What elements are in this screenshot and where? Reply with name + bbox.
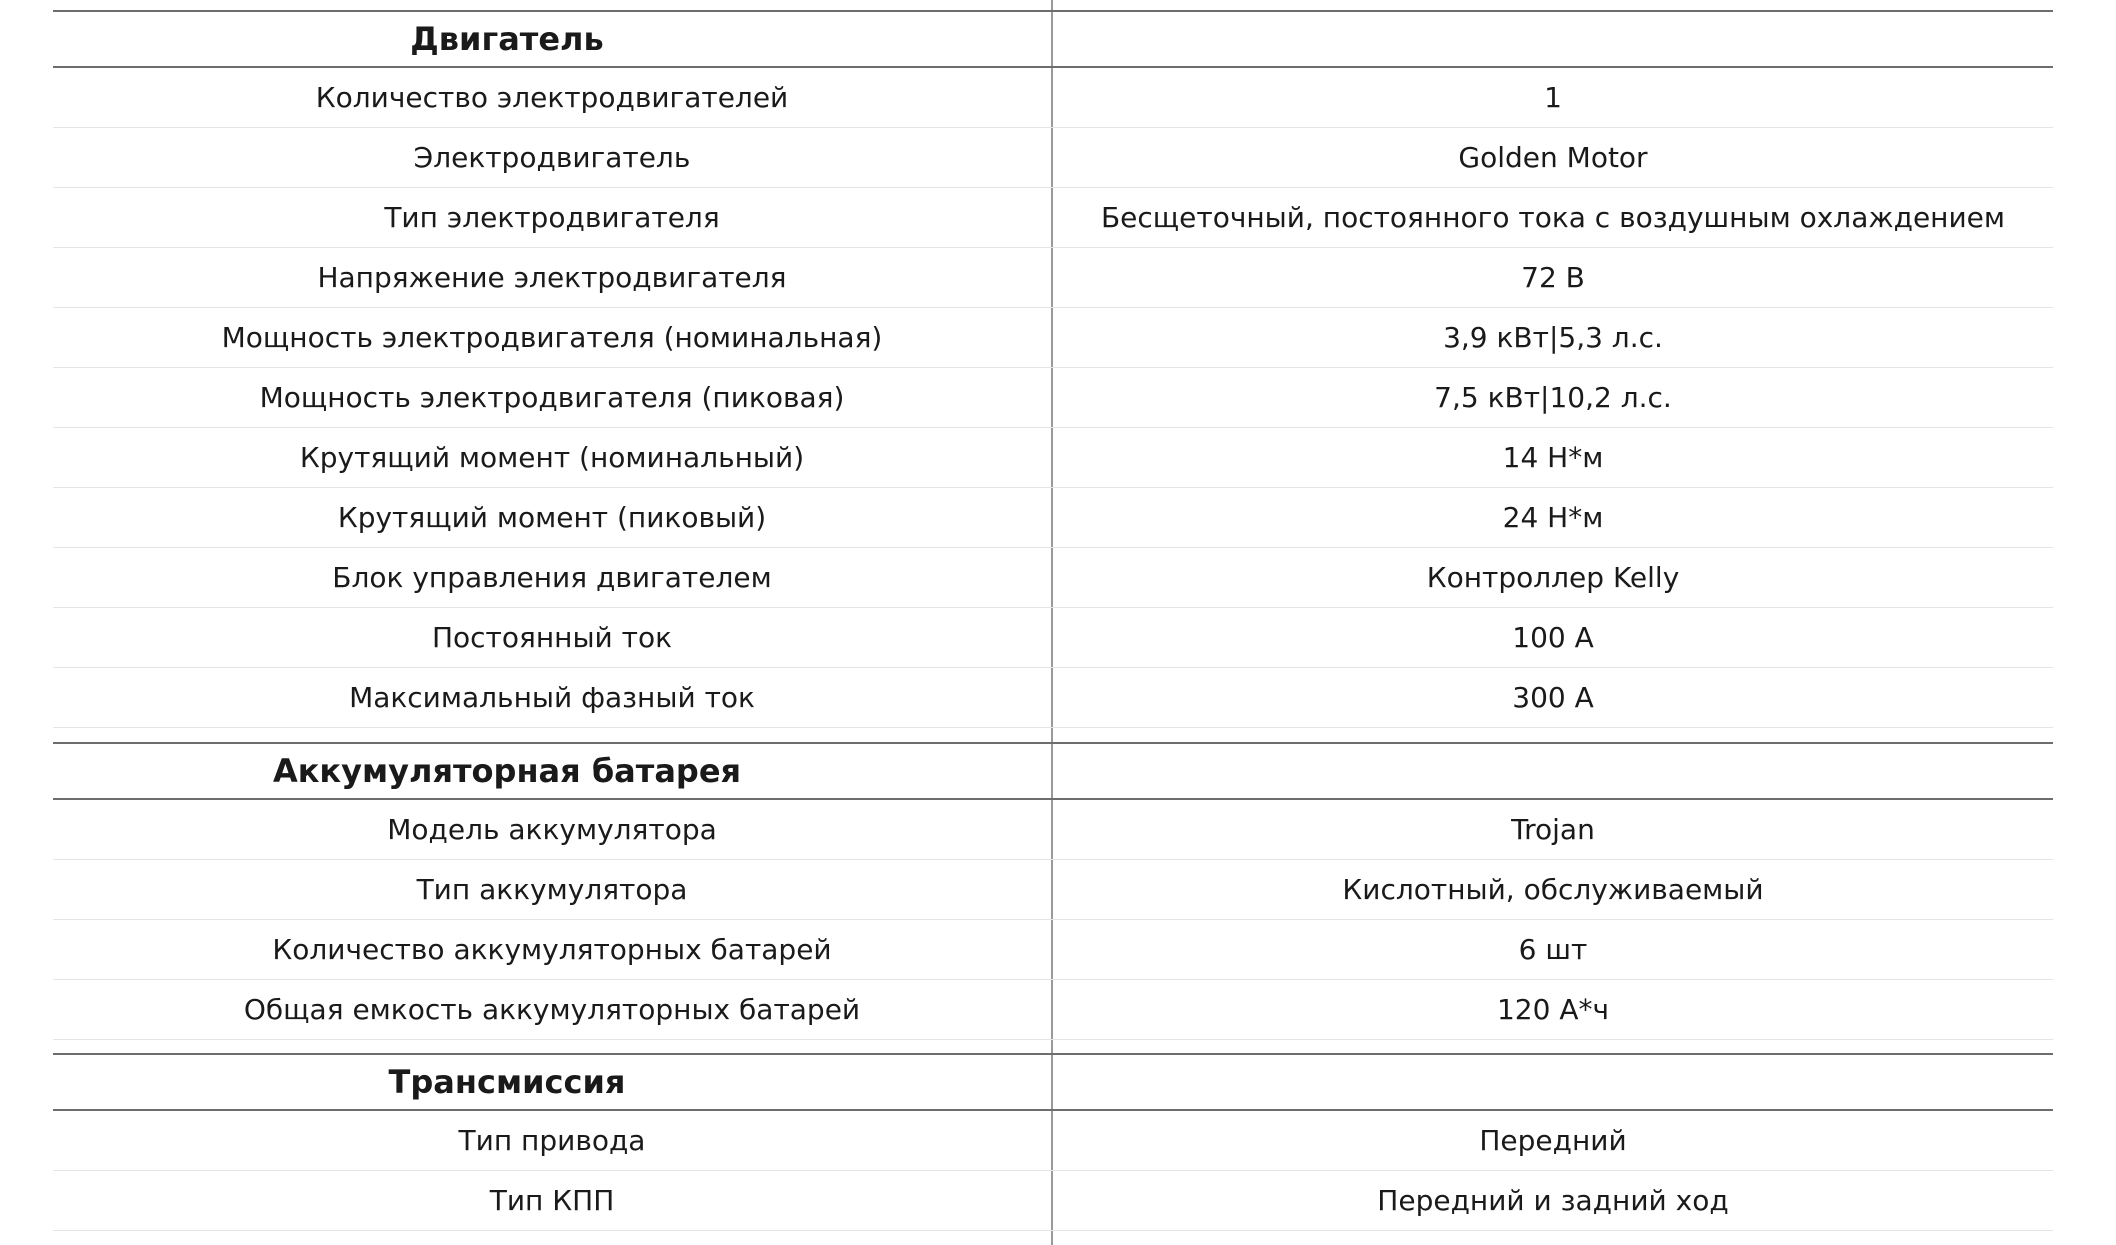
table-row [53, 368, 2053, 428]
spec-label: Напряжение электродвигателя [53, 248, 1053, 307]
spec-value: 120 А*ч [1496, 992, 1610, 1026]
spec-label: Модель аккумулятора [53, 800, 1053, 859]
table-row [53, 668, 2053, 728]
table-row [53, 68, 2053, 128]
spec-label: Крутящий момент (номинальный) [53, 428, 1053, 487]
table-row [53, 800, 2053, 860]
section-header-empty [1053, 1055, 2053, 1109]
section-title-cell [53, 12, 1053, 66]
spec-label: Мощность электродвигателя (пиковая) [53, 368, 1053, 427]
spec-label: Количество аккумуляторных батарей [53, 920, 1053, 979]
spec-label: Тип привода [53, 1111, 1053, 1170]
spec-value: 6 шт [1518, 932, 1588, 966]
spec-label: Тип аккумулятора [53, 860, 1053, 919]
spec-value: Контроллер Kelly [1426, 560, 1680, 594]
table-row [53, 488, 2053, 548]
spec-value: 1 [1544, 80, 1562, 114]
table-row [53, 428, 2053, 488]
table-row [53, 188, 2053, 248]
spec-value: 100 А [1512, 620, 1594, 654]
spec-value: 14 Н*м [1502, 440, 1604, 474]
top-stub [53, 0, 2053, 10]
spec-value: 24 Н*м [1502, 500, 1604, 534]
spec-label: Блок управления двигателем [53, 548, 1053, 607]
section-title: Двигатель [410, 20, 604, 58]
section-spacer [53, 1040, 2053, 1054]
column-divider [1051, 0, 1053, 10]
table-row [53, 860, 2053, 920]
spec-value: 7,5 кВт|10,2 л.с. [1434, 380, 1672, 414]
spec-label: Постоянный ток [53, 608, 1053, 667]
section-title: Трансмиссия [388, 1063, 626, 1101]
section-spacer [53, 728, 2053, 742]
section-header [53, 10, 2053, 68]
spec-value: Golden Motor [1458, 140, 1648, 174]
section-title-cell [53, 744, 1053, 798]
section-title-cell [53, 1055, 1053, 1109]
section-header-empty [1053, 12, 2053, 66]
table-row [53, 548, 2053, 608]
section-title: Аккумуляторная батарея [272, 752, 742, 790]
section-transmission [53, 1053, 2053, 1245]
section-spacer [53, 1231, 2053, 1245]
table-row [53, 248, 2053, 308]
spec-label: Крутящий момент (пиковый) [53, 488, 1053, 547]
section-header-empty [1053, 744, 2053, 798]
table-row [53, 980, 2053, 1040]
spec-value: Trojan [1511, 812, 1595, 846]
spec-value: Кислотный, обслуживаемый [1342, 872, 1764, 906]
spec-label: Тип электродвигателя [53, 188, 1053, 247]
section-header [53, 1053, 2053, 1111]
table-row [53, 1111, 2053, 1171]
spec-label: Максимальный фазный ток [53, 668, 1053, 727]
spec-value: 72 В [1521, 260, 1585, 294]
spec-value: Передний и задний ход [1377, 1183, 1729, 1217]
spec-value: 300 А [1512, 680, 1594, 714]
spec-label: Количество электродвигателей [53, 68, 1053, 127]
spec-value: Передний [1479, 1123, 1627, 1157]
table-row [53, 308, 2053, 368]
table-row [53, 128, 2053, 188]
section-header [53, 742, 2053, 800]
table-row [53, 920, 2053, 980]
section-engine [53, 10, 2053, 742]
section-battery [53, 742, 2053, 1054]
table-row [53, 608, 2053, 668]
spec-label: Общая емкость аккумуляторных батарей [53, 980, 1053, 1039]
table-row [53, 1171, 2053, 1231]
spec-label: Мощность электродвигателя (номинальная) [53, 308, 1053, 367]
spec-label: Тип КПП [53, 1171, 1053, 1230]
spec-value: Бесщеточный, постоянного тока с воздушным охлаждением [1100, 200, 2006, 234]
spec-label: Электродвигатель [53, 128, 1053, 187]
spec-value: 3,9 кВт|5,3 л.с. [1443, 320, 1663, 354]
